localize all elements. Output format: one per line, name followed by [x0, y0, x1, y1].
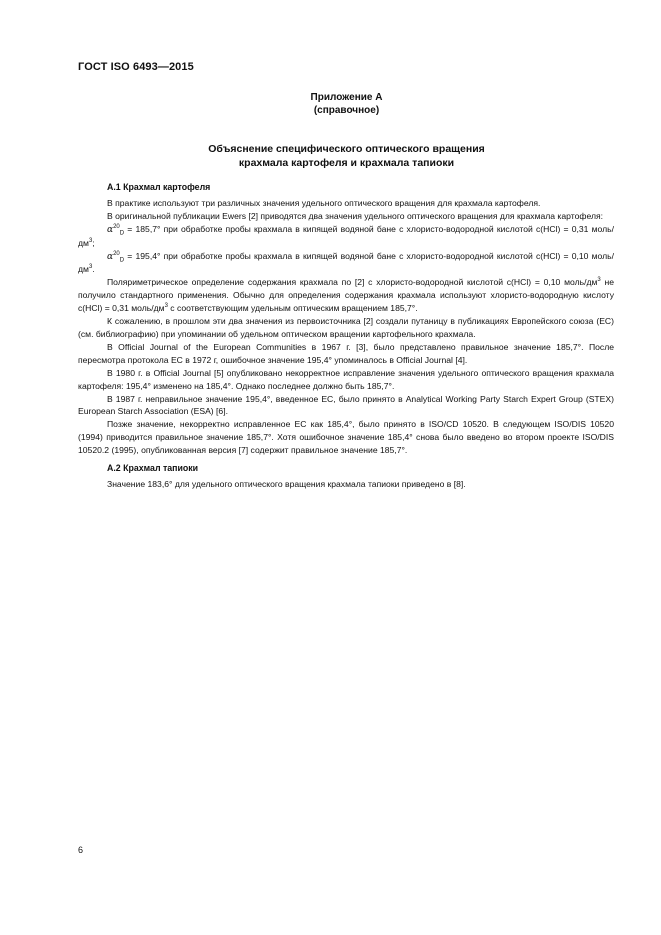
formula-sup: 20 — [113, 250, 120, 257]
formula-end: ; — [92, 237, 95, 248]
formula-1 — [78, 223, 614, 250]
paragraph: В 1987 г. неправильное значение 195,4°, введенное ЕС, было принято в Analytical Working Party Starch Expert Group (STEX) European Starch Association (ESA) [6]. — [78, 393, 614, 417]
paragraph: К сожалению, в прошлом эти два значения из первоисточника [2] создали путаницу в публикациях Европейского союза (ЕС) (см. библиографию) при упоминании об удельном оптическом вращении картофельного крахмала. — [78, 316, 614, 339]
formula-end: . — [92, 264, 95, 275]
paragraph-part: Поляриметрическое определение содержания крахмала по [2] с хлористо-водородной кислотой c(HCl) = 0,10 моль/дм — [107, 277, 598, 288]
formula-2 — [78, 250, 614, 277]
paragraph: Значение 183,6° для удельного оптического вращения крахмала тапиоки приведено в [8]. — [107, 478, 466, 489]
alpha-symbol: α — [107, 224, 114, 235]
unit-sup: 3 — [88, 237, 93, 244]
formula-sub: D — [119, 230, 125, 237]
standard-designation: ГОСТ ISO 6493—2015 — [78, 61, 194, 73]
annex-body — [78, 181, 614, 491]
formula-sup: 20 — [113, 223, 120, 230]
section-heading-tapioca: А.2 Крахмал тапиоки — [107, 463, 199, 474]
paragraph-part: не получило стандартного применения. Обычно для определения содержания крахмала используют хлористо-водородную кислоту c(HCl) = 0,31 моль/дм — [78, 277, 615, 314]
formula-text: = 185,7° при обработке пробы крахмала в кипящей водяной бане с хлористо-водородной кислотой c(HCl) = 0,31 моль/дм — [78, 223, 614, 248]
page-number: 6 — [78, 845, 84, 855]
paragraph: В оригинальной публикации Ewers [2] приводятся два значения удельного оптического вращения для крахмала картофеля: — [107, 210, 603, 221]
unit-sup: 3 — [597, 277, 601, 284]
alpha-symbol: α — [107, 251, 114, 262]
paragraph: В практике используют три различных значения удельного оптического вращения для крахмала картофеля. — [107, 197, 541, 208]
annex-type: (справочное) — [313, 105, 380, 116]
paragraph: В Official Journal of the European Communities в 1967 г. [3], было представлено правильное значение 185,7°. После пересмотра протокола ЕС в 1972 г, ошибочное значение 195,4° упоминалось в Official Journal [4]. — [78, 341, 614, 365]
annex-label: Приложение А — [310, 92, 383, 103]
annex-title — [0, 142, 661, 170]
formula-text: = 195,4° при обработке пробы крахмала в кипящей водяной бане с хлористо-водородной кислотой c(HCl) = 0,10 моль/дм — [78, 250, 614, 275]
annex-title-line1: Объяснение специфического оптического вращения — [208, 143, 485, 155]
paragraph — [78, 276, 614, 315]
unit-sup: 3 — [164, 303, 168, 310]
formula-sub: D — [119, 257, 125, 264]
annex-title-line2: крахмала картофеля и крахмала тапиоки — [238, 157, 455, 169]
paragraph-part: с соответствующим удельным оптическим вращением 185,7°. — [167, 303, 418, 314]
annex-heading — [0, 91, 661, 117]
paragraph: Позже значение, некорректно исправленное ЕС как 185,4°, было принято в ISO/CD 10520. В следующем ISO/DIS 10520 (1994) приводится правильное значение 185,7°. Хотя ошибочное значение 185,4° снова было введено во втором проекте ISO/DIS 10520.2 (1995), опубликованная версия [7] содержит правильное значение 185,7°. — [78, 419, 614, 456]
unit-sup: 3 — [88, 264, 93, 271]
section-heading-potato: А.1 Крахмал картофеля — [107, 182, 211, 192]
paragraph: В 1980 г. в Official Journal [5] опубликовано некорректное исправление значения удельного оптического вращения крахмала картофеля: 195,4° изменено на 185,4°. Однако последнее должно быть 185,7°. — [78, 367, 614, 391]
